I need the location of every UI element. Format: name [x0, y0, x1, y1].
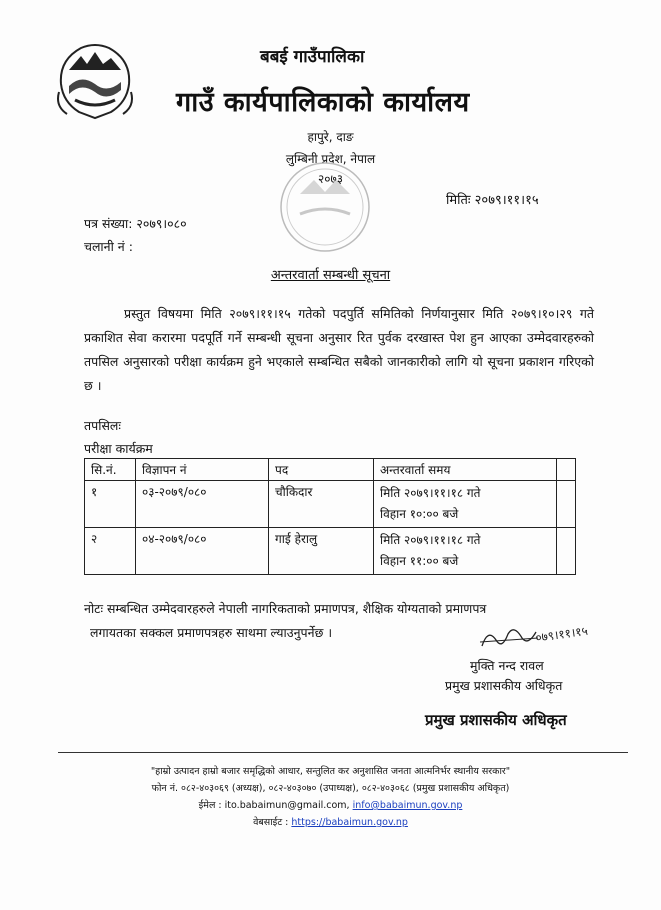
interview-date: मिति २०७९।११।१८ गते: [380, 486, 481, 500]
col-header-interview-time: अन्तरवार्ता समय: [374, 459, 557, 481]
website-link[interactable]: https://babaimun.gov.np: [291, 817, 408, 828]
footer-email-line: [0, 798, 661, 811]
table-row: [85, 528, 576, 575]
cell-post: चौकिदार: [269, 481, 374, 528]
address-line-2: लुम्बिनी प्रदेश, नेपाल: [285, 152, 376, 166]
cell-interview-time: [374, 528, 557, 575]
address-line-1: हापुरे, दाङ: [307, 130, 354, 144]
email-primary[interactable]: ito.babaimun@gmail.com,: [224, 800, 350, 811]
handwritten-signature: [478, 616, 608, 656]
letter-subject: अन्तरवार्ता सम्बन्धी सूचना: [270, 268, 391, 283]
designation-stamp: प्रमुख प्रशासकीय अधिकृत: [425, 711, 567, 729]
address-line-3: २०७३: [318, 172, 343, 186]
office-title: गाउँ कार्यपालिकाको कार्यालय: [176, 87, 470, 118]
note-line-1: नोटः सम्बन्धित उम्मेदवारहरुले नेपाली नागरिकताको प्रमाणपत्र, शैक्षिक योग्यताको प्रमाणपत्र: [84, 601, 487, 616]
cell-blank: [557, 481, 576, 528]
cell-blank: [557, 528, 576, 575]
tapsil-label: तपसिलः: [84, 418, 121, 433]
table-header-row: [85, 459, 576, 481]
letter-date: मितिः २०७९।११।१५: [446, 193, 539, 208]
nepal-emblem-logo: [55, 40, 135, 122]
table-row: [85, 481, 576, 528]
cell-sn: २: [85, 528, 136, 575]
dispatch-number: चलानी नं :: [84, 239, 133, 254]
office-seal-stamp: [270, 152, 380, 262]
footer-website-line: [0, 815, 661, 828]
cell-interview-time: [374, 481, 557, 528]
municipality-name: बबई गाउँपालिका: [260, 47, 365, 67]
signatory-title: प्रमुख प्रशासकीय अधिकृत: [445, 678, 563, 693]
footer-phone: फोन नं. ०८२-४०३०६९ (अध्यक्ष), ०८२-४०३०७० (उपाध्यक्ष), ०८२-४०३०६८ (प्रमुख प्रशासकीय अधिकृत): [151, 783, 510, 794]
interview-schedule-table: [84, 458, 576, 575]
email-label: ईमेल :: [198, 800, 222, 811]
email-info-link[interactable]: info@babaimun.gov.np: [352, 800, 463, 811]
cell-post: गाई हेरालु: [269, 528, 374, 575]
footer-divider: [58, 752, 628, 753]
cell-ad-no: ०३-२०७९/०८०: [136, 481, 269, 528]
cell-sn: १: [85, 481, 136, 528]
interview-hour: विहान ११:०० बजे: [380, 554, 459, 568]
footer-slogan: "हाम्रो उत्पादन हाम्रो बजार समृद्धिको आधार, सन्तुलित कर अनुशासित जनता आत्मनिर्भर स्थानीय सरकार": [150, 766, 511, 777]
signatory-name: मुक्ति नन्द रावल: [470, 658, 544, 673]
signature-date: ०७९।११।१५: [534, 623, 589, 645]
col-header-ad-no: विज्ञापन नं: [136, 459, 269, 481]
interview-hour: विहान १०:०० बजे: [380, 507, 459, 521]
col-header-sn: सि.नं.: [85, 459, 136, 481]
note-line-2: लगायतका सक्कल प्रमाणपत्रहरु साथमा ल्याउनुपर्नेछ ।: [90, 625, 333, 640]
exam-program-label: परीक्षा कार्यक्रम: [84, 441, 153, 456]
cell-ad-no: ०४-२०७९/०८०: [136, 528, 269, 575]
col-header-blank: [557, 459, 576, 481]
reference-number: पत्र संख्या: २०७९।०८०: [84, 216, 187, 231]
interview-date: मिति २०७९।११।१८ गते: [380, 533, 481, 547]
col-header-post: पद: [269, 459, 374, 481]
letter-body: प्रस्तुत विषयमा मिति २०७९।११।१५ गतेको पदपुर्ति समितिको निर्णयानुसार मिति २०७९।१०।२९ गते प्रकाशित सेवा करारमा पदपूर्ति गर्ने सम्बन्धी सूचना अनुसार रित पुर्वक दरखास्त पेश हुन आएका उम्मेदवारहरुको तपसिल अनुसारको परीक्षा कार्यक्रम हुने भएकाले सम्बन्धित सबैको जानकारीको लागि यो सूचना प्रकाशन गरिएको छ ।: [84, 306, 594, 393]
website-label: वेबसाईट :: [253, 817, 289, 828]
